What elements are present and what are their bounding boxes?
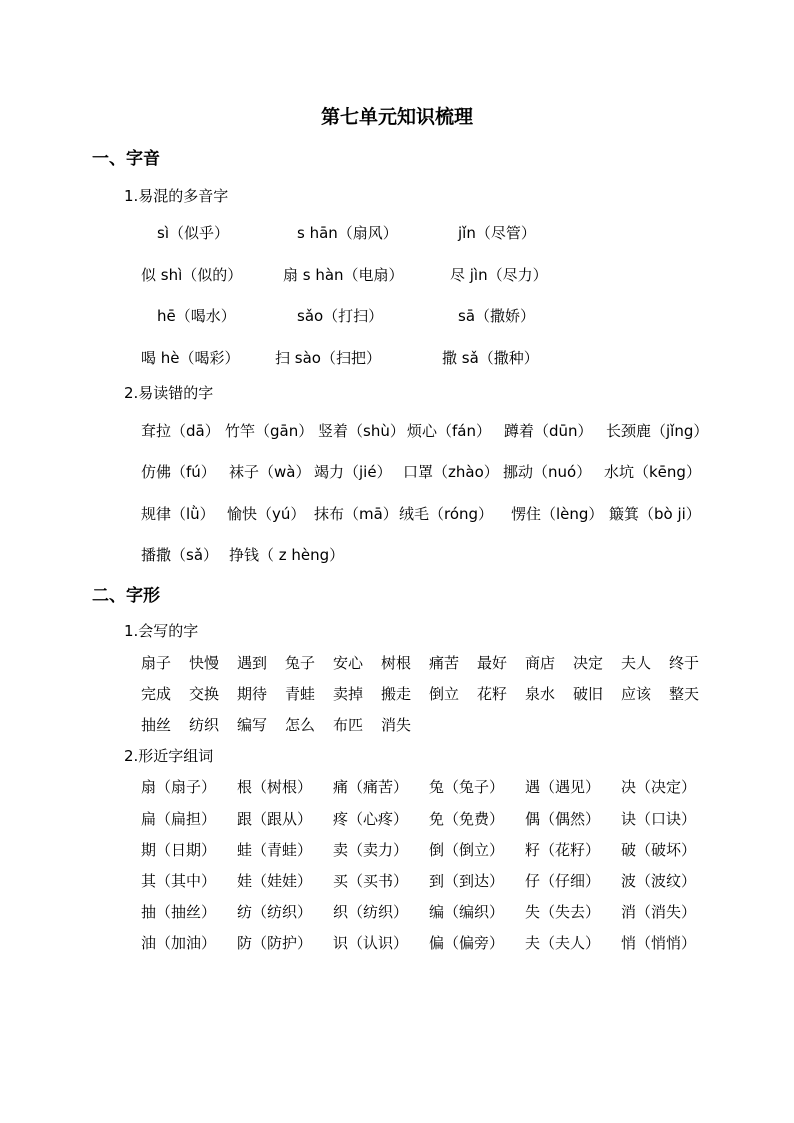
misread-item: 播撒（sǎ）	[141, 546, 219, 564]
similar-item: 娃（娃娃）	[237, 872, 313, 890]
subheading-polyphones: 1.易混的多音字	[124, 187, 229, 205]
misread-item: 竖着（shù）	[318, 422, 405, 440]
similar-item: 偶（偶然）	[525, 810, 601, 828]
misread-item: 袜子（wà）	[229, 463, 311, 481]
polyphone-item: hē（喝水）	[157, 307, 236, 325]
polyphone-item: s hān（扇风）	[297, 224, 398, 242]
polyphone-item: sǎo（打扫）	[297, 307, 384, 325]
misread-item: 水坑（kēng）	[604, 463, 701, 481]
word-item: 决定	[573, 654, 604, 672]
misread-item: 耷拉（dā）	[141, 422, 220, 440]
word-item: 倒立	[429, 685, 460, 703]
misread-item: 挣钱（ z hèng）	[229, 546, 345, 564]
similar-item: 悄（悄悄）	[621, 934, 697, 952]
word-item: 编写	[237, 716, 268, 734]
word-item: 最好	[477, 654, 508, 672]
similar-item: 消（消失）	[621, 903, 697, 921]
word-item: 快慢	[189, 654, 220, 672]
similar-item: 买（买书）	[333, 872, 409, 890]
word-item: 整天	[669, 685, 700, 703]
word-item: 扇子	[141, 654, 172, 672]
similar-item: 夫（夫人）	[525, 934, 601, 952]
similar-item: 编（编织）	[429, 903, 505, 921]
word-item: 遇到	[237, 654, 268, 672]
similar-item: 决（决定）	[621, 778, 697, 796]
similar-item: 期（日期）	[141, 841, 217, 859]
subheading-similar: 2.形近字组词	[124, 747, 214, 765]
word-item: 夫人	[621, 654, 652, 672]
similar-item: 诀（口诀）	[621, 810, 697, 828]
polyphone-item: sì（似乎）	[157, 224, 229, 242]
misread-item: 长颈鹿（jǐng）	[606, 422, 709, 440]
word-item: 安心	[333, 654, 364, 672]
similar-item: 失（失去）	[525, 903, 601, 921]
word-item: 布匹	[333, 716, 364, 734]
similar-item: 跟（跟从）	[237, 810, 313, 828]
word-item: 应该	[621, 685, 652, 703]
misread-item: 烦心（fán）	[407, 422, 491, 440]
word-item: 完成	[141, 685, 172, 703]
word-item: 搬走	[381, 685, 412, 703]
similar-item: 偏（偏旁）	[429, 934, 505, 952]
subheading-misread: 2.易读错的字	[124, 384, 214, 402]
similar-item: 痛（痛苦）	[333, 778, 409, 796]
misread-item: 抹布（mā）	[314, 505, 398, 523]
similar-item: 抽（抽丝）	[141, 903, 217, 921]
misread-item: 竭力（jié）	[314, 463, 392, 481]
similar-item: 蛙（青蛙）	[237, 841, 313, 859]
word-item: 交换	[189, 685, 220, 703]
word-item: 青蛙	[285, 685, 316, 703]
word-item: 终于	[669, 654, 700, 672]
polyphone-item: jǐn（尽管）	[458, 224, 536, 242]
misread-item: 愣住（lèng）	[511, 505, 604, 523]
similar-item: 仔（仔细）	[525, 872, 601, 890]
similar-item: 兔（兔子）	[429, 778, 505, 796]
word-item: 泉水	[525, 685, 556, 703]
polyphone-item: 喝 hè（喝彩）	[141, 349, 240, 367]
similar-item: 根（树根）	[237, 778, 313, 796]
word-item: 消失	[381, 716, 412, 734]
word-item: 怎么	[285, 716, 316, 734]
similar-item: 疼（心疼）	[333, 810, 409, 828]
word-item: 纺织	[189, 716, 220, 734]
section-heading-glyph: 二、字形	[92, 586, 160, 606]
word-item: 商店	[525, 654, 556, 672]
word-item: 痛苦	[429, 654, 460, 672]
section-heading-pronunciation: 一、字音	[92, 149, 160, 169]
similar-item: 织（纺织）	[333, 903, 409, 921]
misread-item: 挪动（nuó）	[503, 463, 592, 481]
misread-item: 规律（lǜ）	[141, 505, 215, 523]
polyphone-item: 扫 sào（扫把）	[275, 349, 381, 367]
misread-item: 蹲着（dūn）	[504, 422, 593, 440]
similar-item: 识（认识）	[333, 934, 409, 952]
misread-item: 口罩（zhào）	[403, 463, 499, 481]
word-item: 花籽	[477, 685, 508, 703]
word-item: 树根	[381, 654, 412, 672]
misread-item: 绒毛（róng）	[399, 505, 494, 523]
word-item: 期待	[237, 685, 268, 703]
word-item: 抽丝	[141, 716, 172, 734]
polyphone-item: 似 shì（似的）	[141, 266, 243, 284]
similar-item: 破（破坏）	[621, 841, 697, 859]
polyphone-item: 尽 jìn（尽力）	[450, 266, 548, 284]
similar-item: 免（免费）	[429, 810, 505, 828]
misread-item: 仿佛（fú）	[141, 463, 216, 481]
similar-item: 卖（卖力）	[333, 841, 409, 859]
similar-item: 波（波纹）	[621, 872, 697, 890]
similar-item: 油（加油）	[141, 934, 217, 952]
subheading-writeable: 1.会写的字	[124, 622, 199, 640]
polyphone-item: 扇 s hàn（电扇）	[283, 266, 404, 284]
similar-item: 到（到达）	[429, 872, 505, 890]
similar-item: 防（防护）	[237, 934, 313, 952]
similar-item: 其（其中）	[141, 872, 217, 890]
similar-item: 扁（扁担）	[141, 810, 217, 828]
word-item: 破旧	[573, 685, 604, 703]
word-item: 卖掉	[333, 685, 364, 703]
word-item: 兔子	[285, 654, 316, 672]
misread-item: 愉快（yú）	[227, 505, 306, 523]
similar-item: 籽（花籽）	[525, 841, 601, 859]
page-title: 第七单元知识梳理	[320, 106, 473, 128]
similar-item: 倒（倒立）	[429, 841, 505, 859]
similar-item: 扇（扇子）	[141, 778, 217, 796]
polyphone-item: 撒 sǎ（撒种）	[442, 349, 539, 367]
polyphone-item: sā（撒娇）	[458, 307, 536, 325]
similar-item: 遇（遇见）	[525, 778, 601, 796]
misread-item: 竹竿（gān）	[225, 422, 314, 440]
misread-item: 簸箕（bò ji）	[609, 505, 701, 523]
similar-item: 纺（纺织）	[237, 903, 313, 921]
